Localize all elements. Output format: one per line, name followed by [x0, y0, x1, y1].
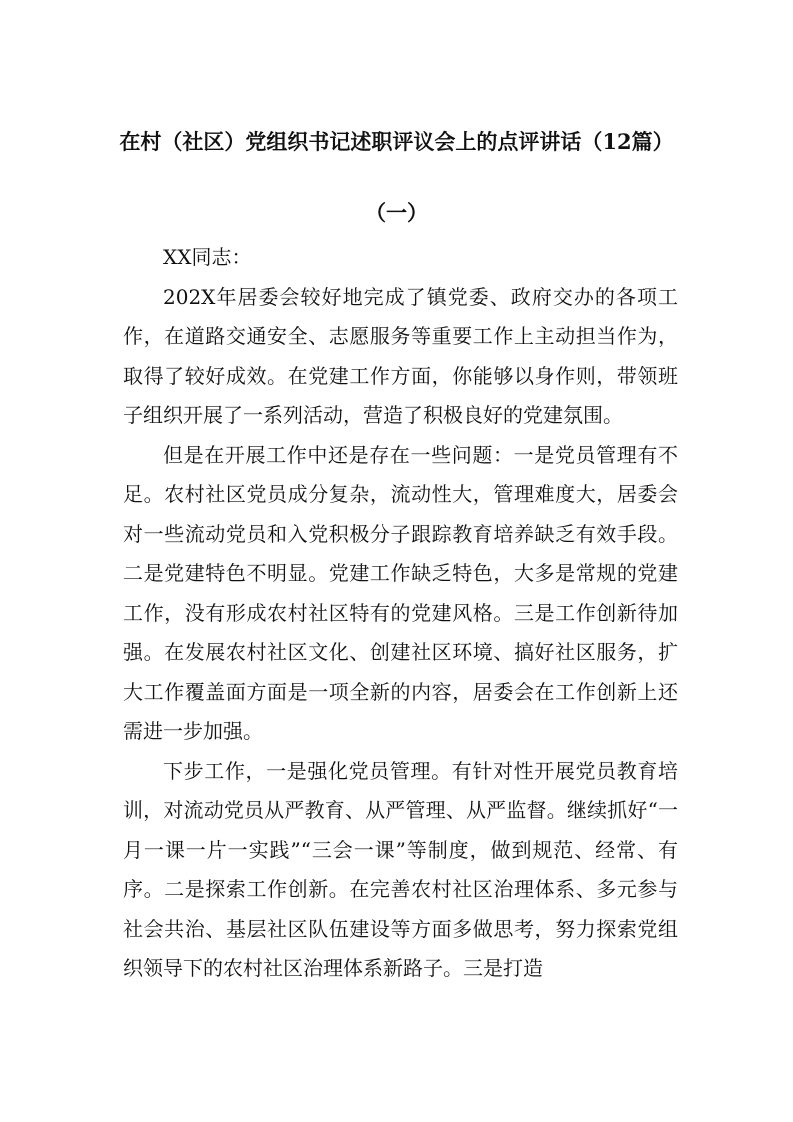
- document-title: 在村（社区）党组织书记述职评议会上的点评讲话（12篇）: [119, 129, 674, 154]
- body-paragraph: 下步工作，一是强化党员管理。有针对性开展党员教育培训，对流动党员从严教育、从严管理、从严监督。继续抓好“一月一课一片一实践”“三会一课”等制度，做到规范、经常、有序。二是探索工作创新。在完善农村社区治理体系、多元参与社会共治、基层社区队伍建设等方面多做思考，努力探索党组织领导下的农村社区治理体系新路子。三是打造: [123, 758, 678, 980]
- salutation-paragraph: XX同志：: [163, 245, 252, 269]
- document-body: [123, 238, 678, 989]
- section-number: （一）: [365, 200, 428, 225]
- body-paragraph: 但是在开展工作中还是存在一些问题：一是党员管理有不足。农村社区党员成分复杂，流动性大，管理难度大，居委会对一些流动党员和入党积极分子跟踪教育培养缺乏有效手段。二是党建特色不明显。党建工作缺乏特色，大多是常规的党建工作，没有形成农村社区特有的党建风格。三是工作创新待加强。在发展农村社区文化、创建社区环境、搞好社区服务，扩大工作覆盖面方面是一项全新的内容，居委会在工作创新上还需进一步加强。: [123, 442, 678, 743]
- body-paragraph: 202X年居委会较好地完成了镇党委、政府交办的各项工作，在道路交通安全、志愿服务等重要工作上主动担当作为，取得了较好成效。在党建工作方面，你能够以身作则，带领班子组织开展了一系列活动，营造了积极良好的党建氛围。: [123, 284, 678, 427]
